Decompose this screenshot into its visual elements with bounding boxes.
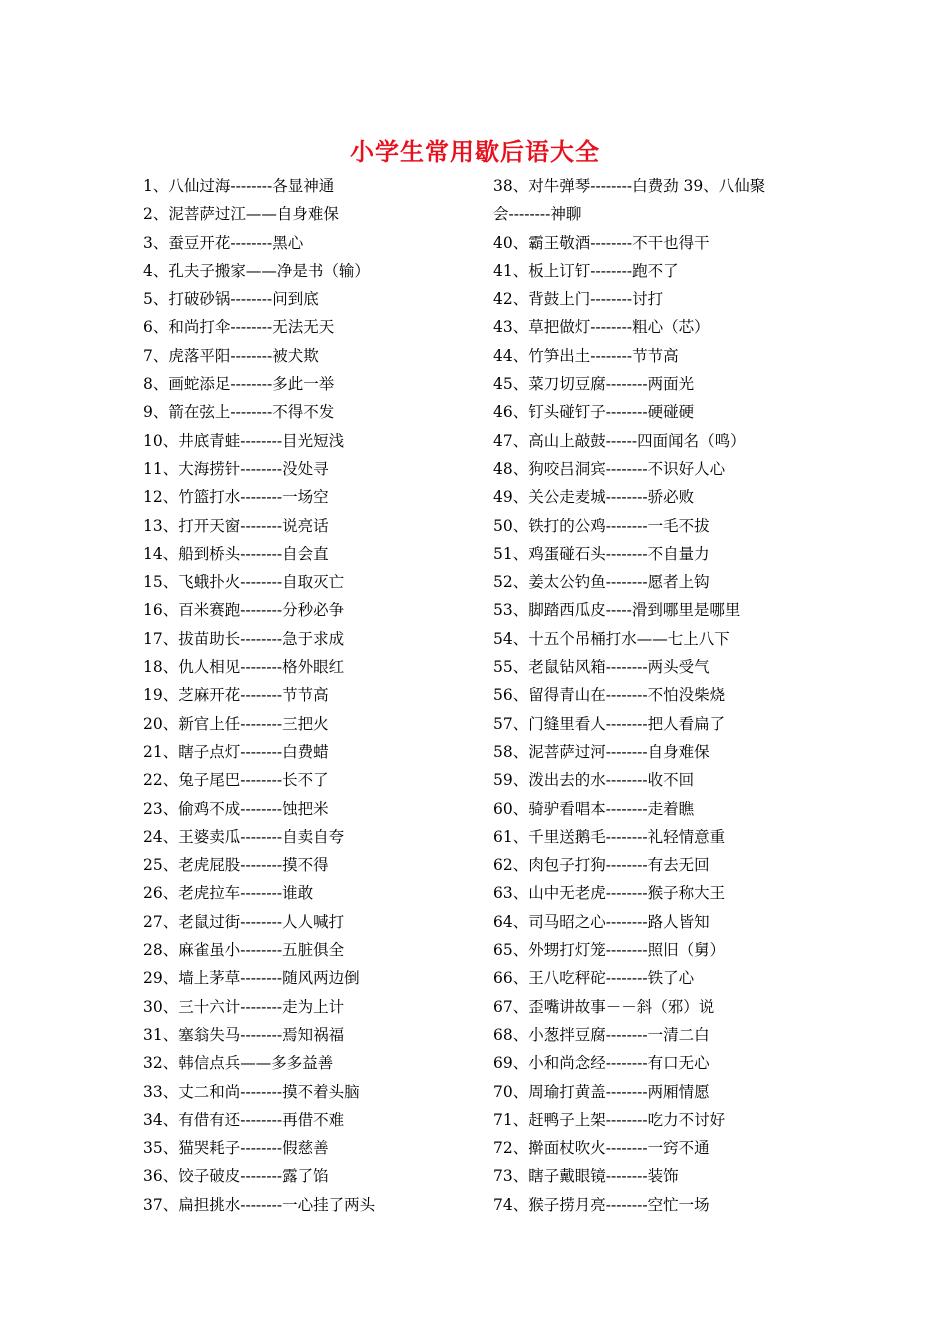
proverb-line: 55、老鼠钻风箱--------两头受气: [493, 658, 710, 677]
proverb-line: 35、猫哭耗子--------假慈善: [143, 1139, 329, 1158]
proverb-line: 23、偷鸡不成--------蚀把米: [143, 799, 329, 818]
proverb-line: 66、王八吃秤砣--------铁了心: [493, 969, 695, 988]
proverb-line: 47、高山上敲鼓------四面闻名（鸣）: [493, 431, 746, 450]
proverb-line: 42、背鼓上门--------讨打: [493, 290, 664, 309]
proverb-line: 16、百米赛跑--------分秒必争: [143, 601, 345, 620]
proverb-line: 61、千里送鹅毛--------礼轻情意重: [493, 827, 726, 846]
proverb-line: 1、八仙过海--------各显神通: [143, 177, 335, 195]
proverb-line: 19、芝麻开花--------节节高: [143, 686, 329, 705]
proverb-line: 50、铁打的公鸡--------一毛不拔: [493, 516, 710, 535]
proverb-line: 41、板上订钉--------跑不了: [493, 261, 679, 280]
proverb-line: 27、老鼠过街--------人人喊打: [143, 912, 345, 931]
proverb-line: 63、山中无老虎--------猴子称大王: [493, 884, 726, 903]
proverb-line: 64、司马昭之心--------路人皆知: [493, 912, 710, 931]
proverb-line: 49、关公走麦城--------骄必败: [493, 488, 695, 507]
proverb-line: 13、打开天窗--------说亮话: [143, 516, 329, 535]
proverb-line: 38、对牛弹琴--------白费劲 39、八仙聚: [493, 177, 766, 195]
proverb-line: 33、丈二和尚--------摸不着头脑: [143, 1082, 360, 1101]
left-column: [143, 172, 375, 1219]
proverb-line: 26、老虎拉车--------谁敢: [143, 884, 314, 903]
proverb-line: 71、赶鸭子上架--------吃力不讨好: [493, 1110, 726, 1129]
proverb-line: 6、和尚打伞--------无法无天: [143, 318, 335, 337]
proverb-line: 37、扁担挑水--------一心挂了两头: [143, 1195, 376, 1214]
proverb-line: 7、虎落平阳--------被犬欺: [143, 346, 319, 365]
proverb-line: 40、霸王敬酒--------不干也得干: [493, 233, 710, 252]
proverb-line: 74、猴子捞月亮--------空忙一场: [493, 1195, 710, 1214]
proverb-line: 56、留得青山在--------不怕没柴烧: [493, 686, 726, 705]
proverb-line: 62、肉包子打狗--------有去无回: [493, 856, 710, 875]
proverb-line: 25、老虎屁股--------摸不得: [143, 856, 329, 875]
proverb-line: 68、小葱拌豆腐--------一清二白: [493, 1025, 710, 1044]
proverb-line: 69、小和尚念经--------有口无心: [493, 1054, 710, 1073]
proverb-line: 28、麻雀虽小--------五脏俱全: [143, 941, 345, 960]
proverb-line: 45、菜刀切豆腐--------两面光: [493, 375, 695, 394]
proverb-line: 10、井底青蛙--------目光短浅: [143, 431, 345, 450]
proverb-line: 2、泥菩萨过江——自身难保: [143, 205, 339, 224]
proverb-line: 22、兔子尾巴--------长不了: [143, 771, 329, 790]
proverb-line: 20、新官上任--------三把火: [143, 714, 329, 733]
proverb-line: 53、脚踏西瓜皮-----滑到哪里是哪里: [493, 601, 741, 620]
right-column: [493, 172, 765, 1219]
proverb-line: 会--------神聊: [493, 205, 582, 224]
proverb-line: 14、船到桥头--------自会直: [143, 544, 329, 563]
proverb-line: 73、瞎子戴眼镜--------装饰: [493, 1167, 679, 1186]
proverb-line: 8、画蛇添足--------多此一举: [143, 375, 335, 394]
proverb-line: 31、塞翁失马--------焉知祸福: [143, 1025, 345, 1044]
proverb-line: 12、竹篮打水--------一场空: [143, 488, 329, 507]
proverb-line: 9、箭在弦上--------不得不发: [143, 403, 335, 422]
proverb-line: 21、瞎子点灯--------白费蜡: [143, 742, 329, 761]
proverb-line: 5、打破砂锅--------问到底: [143, 290, 319, 309]
proverb-line: 54、十五个吊桶打水——七上八下: [493, 629, 730, 648]
proverb-line: 57、门缝里看人--------把人看扁了: [493, 714, 726, 733]
proverb-line: 70、周瑜打黄盖--------两厢情愿: [493, 1082, 710, 1101]
proverb-line: 18、仇人相见--------格外眼红: [143, 658, 345, 677]
proverb-line: 32、韩信点兵——多多益善: [143, 1054, 334, 1073]
proverb-line: 30、三十六计--------走为上计: [143, 997, 345, 1016]
proverb-line: 43、草把做灯--------粗心（芯）: [493, 318, 710, 337]
proverb-line: 11、大海捞针--------没处寻: [143, 459, 329, 478]
proverb-line: 52、姜太公钓鱼--------愿者上钩: [493, 573, 710, 592]
proverb-line: 44、竹笋出土--------节节高: [493, 346, 679, 365]
proverb-line: 46、钉头碰钉子--------硬碰硬: [493, 403, 695, 422]
proverb-line: 34、有借有还--------再借不难: [143, 1110, 345, 1129]
proverb-line: 67、歪嘴讲故事－－斜（邪）说: [493, 997, 715, 1016]
proverb-line: 59、泼出去的水--------收不回: [493, 771, 695, 790]
proverb-line: 24、王婆卖瓜--------自卖自夸: [143, 827, 345, 846]
proverb-line: 60、骑驴看唱本--------走着瞧: [493, 799, 695, 818]
proverb-line: 48、狗咬吕洞宾--------不识好人心: [493, 459, 726, 478]
proverb-line: 4、孔夫子搬家——净是书（输）: [143, 261, 370, 280]
proverb-line: 36、饺子破皮--------露了馅: [143, 1167, 329, 1186]
proverb-line: 51、鸡蛋碰石头--------不自量力: [493, 544, 710, 563]
proverb-line: 17、拔苗助长--------急于求成: [143, 629, 345, 648]
proverb-line: 3、蚕豆开花--------黑心: [143, 233, 304, 252]
page-title: 小学生常用歇后语大全: [350, 138, 600, 166]
proverb-line: 72、擀面杖吹火--------一窍不通: [493, 1139, 710, 1158]
proverb-line: 15、飞蛾扑火--------自取灭亡: [143, 573, 345, 592]
proverb-line: 29、墙上茅草--------随风两边倒: [143, 969, 360, 988]
proverb-line: 65、外甥打灯笼--------照旧（舅）: [493, 941, 726, 960]
proverb-line: 58、泥菩萨过河--------自身难保: [493, 742, 710, 761]
